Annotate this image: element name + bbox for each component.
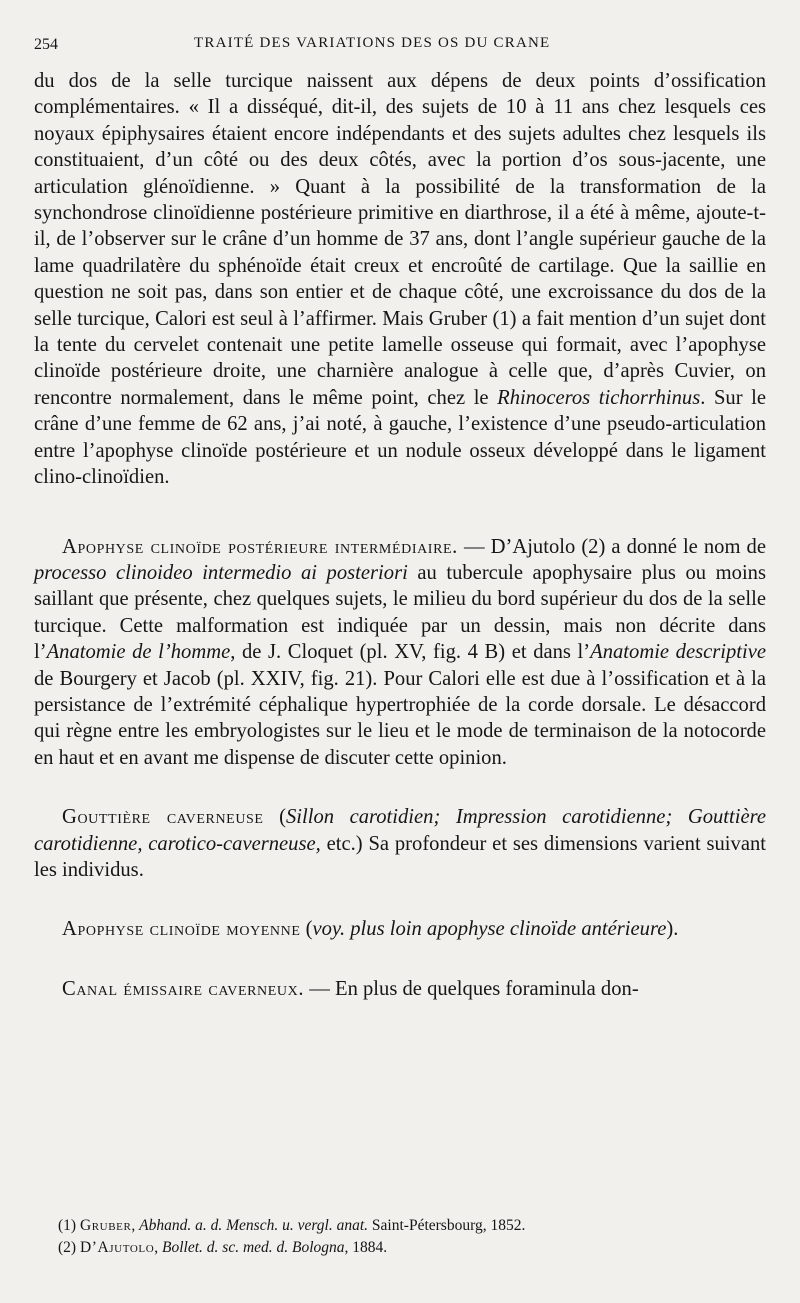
text-span: ( [263,806,286,829]
paragraph-calori-gruber [34,68,766,491]
italic-span: Rhinoceros tichorrhinus [497,386,701,409]
body-text [34,68,766,1002]
italic-span: processo clinoideo intermedio ai posteriori [34,561,408,584]
footnotes [34,1215,766,1259]
footnote-2 [34,1237,766,1259]
footnote-author: Gruber [79,1217,132,1234]
text-span: , 1884. [344,1239,388,1256]
text-span: , [154,1239,163,1256]
text-span: au tubercule apophysaire plus ou moins saillant que présente, chez quelques sujets, le milieu du bord supérieur du dos de la selle turcique. Cette malformation est indiquée par un dessin, mais non décrite dans l’ [34,561,766,664]
text-span: de Bourgery et Jacob (pl. XXIV, fig. 21). Pour Calori elle est due à l’ossification et à la persistance de l’extrémité céphalique hypertrophiée de la corde dorsale. Le désaccord qui règne entre les embryologistes sur le lieu et le mode de terminaison de la notocorde en haut et en avant me dispense de discuter cette opinion. [34,667,766,769]
footnote-marker: (2) [58,1239,80,1256]
paragraph-gouttiere-caverneuse [34,804,766,883]
footnote-work: Abhand. a. d. Mensch. u. vergl. anat. [139,1217,369,1234]
section-heading: Apophyse clinoïde moyenne [62,918,301,941]
text-span: — En plus de quelques foraminula don- [304,977,639,1000]
section-heading: Gouttière caverneuse [62,806,264,829]
running-title: TRAITÉ DES VARIATIONS DES OS DU CRANE [194,35,551,51]
text-span: Saint-Pétersbourg, 1852. [368,1217,526,1234]
footnote-marker: (1) [58,1217,80,1234]
italic-span: Sillon carotidien; Impression carotidienne; Gouttière carotidienne, carotico-caverneuse, [34,806,766,855]
page-number: 254 [34,36,58,53]
text-span: . Sur le crâne d’une femme de 62 ans, j’ai noté, à gauche, l’existence d’une pseudo-articulation entre l’apophyse clinoïde postérieure et un nodule osseux développé dans le ligament clino-clinoïdien. [34,386,766,489]
text-span: du dos de la selle turcique naissent aux dépens de deux points d’ossification complémentaires. « Il a disséqué, dit-il, des sujets de 10 à 11 ans chez lesquels ces noyaux épiphysaires étaient encore indépendants et des sujets adultes chez lesquels ils constituaient, d’un côté ou des deux côtés, avec la portion d’os sous-jacente, une articulation glénoïdienne. » Quant à la possibilité de la transformation de la synchondrose clinoïdienne postérieure primitive en diarthrose, il a été à même, ajoute-t-il, de l’observer sur le crâne d’un homme de 37 ans, dont l’angle supérieur gauche de la lame quadrilatère du sphénoïde était creux et encroûté de cartilage. Que la saillie en question ne soit pas, dans son entier et de chaque côté, une excroissance du dos de la selle turcique, Calori est seul à l’affirmer. Mais Gruber (1) a fait mention d’un sujet dont la tente du cervelet contenait une petite lamelle osseuse qui formait, avec l’apophyse clinoïde postérieure droite, une charnière analogue à celle que, d’après Cuvier, on rencontre normalement, dans le même point, chez le [34,70,766,409]
text-span: ). [666,918,679,941]
section-heading: Apophyse clinoïde postérieure intermédiaire. [62,535,458,558]
text-span: , de J. Cloquet (pl. XV, fig. 4 B) et dans l’ [230,641,591,664]
text-span: — D’Ajutolo (2) a donné le nom de [457,535,766,558]
italic-span: voy. plus loin apophyse clinoïde antérieure [312,918,667,941]
section-heading: Canal émissaire caverneux. [62,977,305,1000]
footnote-author: D’Ajutolo [79,1239,155,1256]
footnote-work: Bollet. d. sc. med. d. Bologna [162,1239,345,1256]
italic-span: Anatomie de l’homme [46,641,231,664]
paragraph-apophyse-moyenne [34,916,766,942]
italic-span: Anatomie descriptive [590,641,766,664]
text-span: , [131,1217,140,1234]
paragraph-canal-emissaire [34,976,766,1002]
running-head [34,28,766,56]
paragraph-apophyse-intermediaire [34,534,766,772]
text-span: etc.) Sa profondeur et ses dimensions varient suivant les individus. [34,832,766,881]
footnote-1 [34,1215,766,1237]
text-span: ( [300,918,313,941]
